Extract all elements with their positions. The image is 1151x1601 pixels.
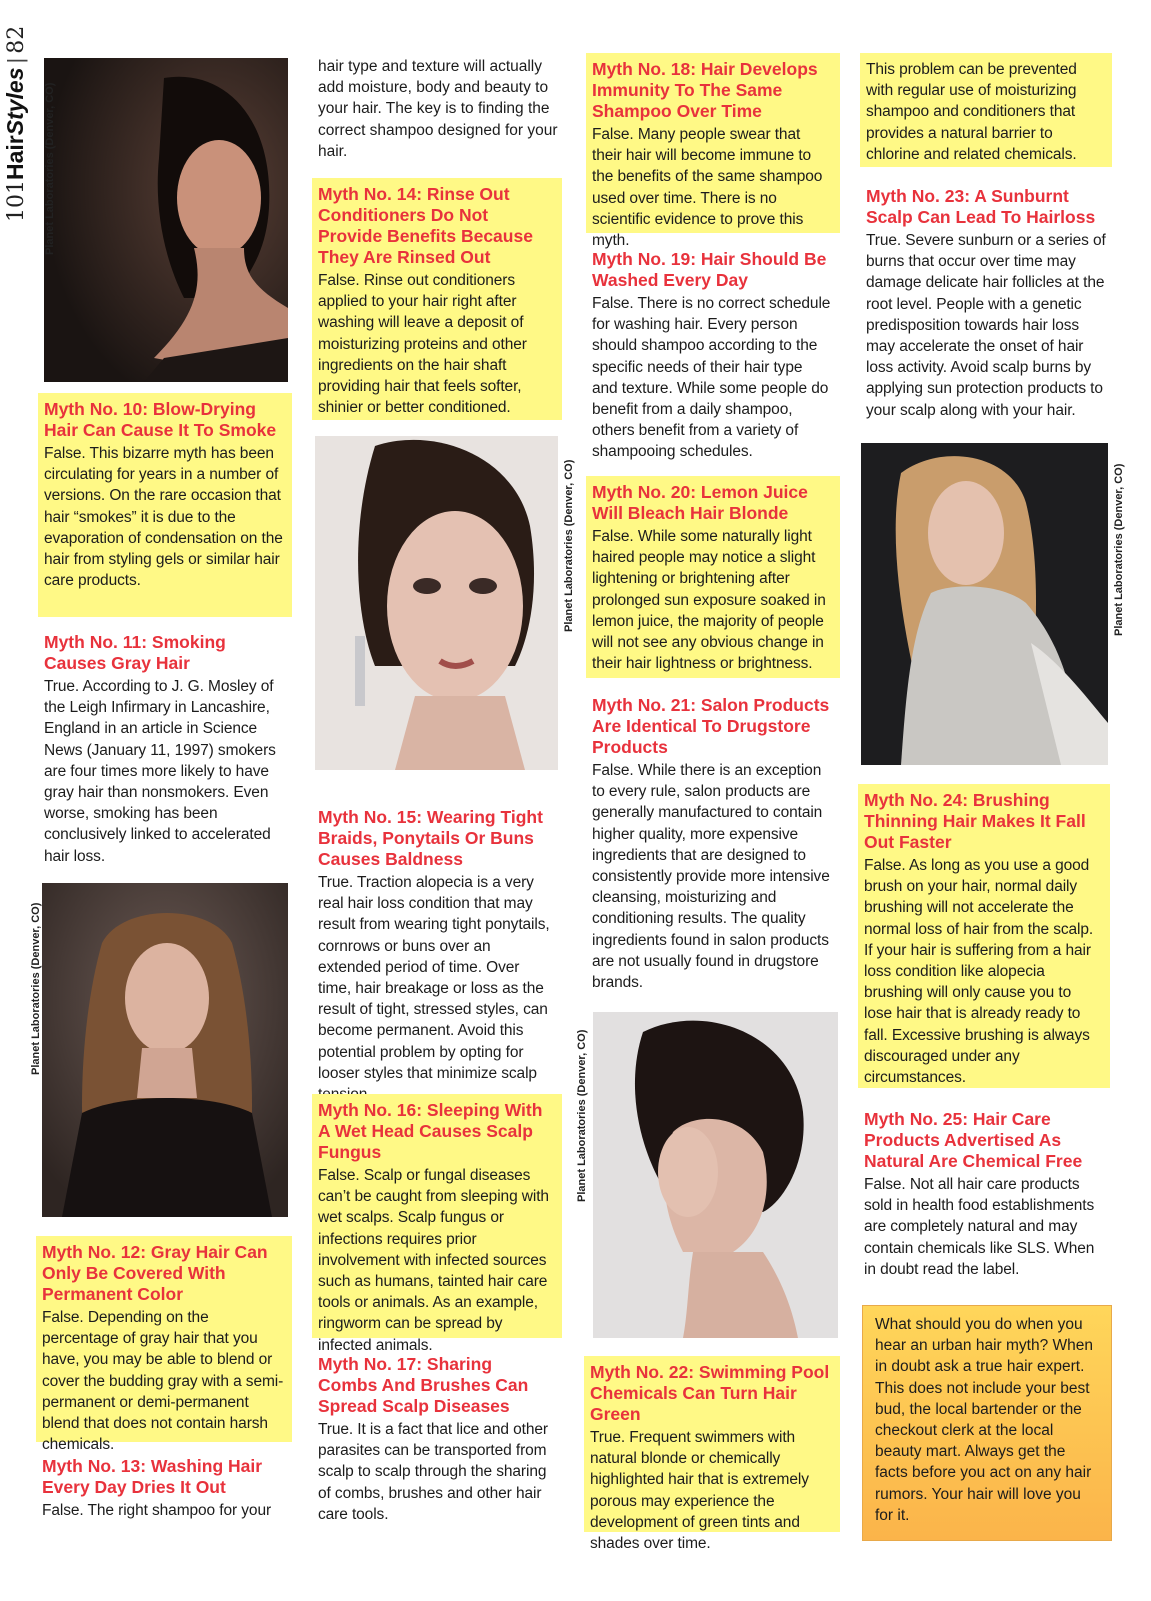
photo-model-1 xyxy=(44,58,288,382)
myth-17 xyxy=(312,1348,564,1528)
publication-prefix: 101 xyxy=(4,180,29,222)
myth-23 xyxy=(860,180,1116,420)
myth-23-title: Myth No. 23: A Sunburnt Scalp Can Lead To Hairloss xyxy=(866,186,1096,227)
photo-credit-1: Planet Laboratories (Denver, CO) xyxy=(44,82,56,255)
myth-21 xyxy=(586,689,840,995)
myth-14 xyxy=(312,178,562,420)
running-head-separator: | xyxy=(3,57,28,64)
myth-16-title: Myth No. 16: Sleeping With A Wet Head Causes Scalp Fungus xyxy=(318,1100,543,1162)
myth-22-title: Myth No. 22: Swimming Pool Chemicals Can Turn Hair Green xyxy=(590,1362,830,1424)
myth-24 xyxy=(858,784,1110,1088)
publication-title: HairStyles xyxy=(2,67,28,180)
myth-13-continued: hair type and texture will actually add moisture, body and beauty to your hair. The key is to finding the correct shampoo designed for your hair. xyxy=(318,58,558,160)
myth-19 xyxy=(586,243,840,465)
running-head xyxy=(2,22,40,222)
myth-16 xyxy=(312,1094,562,1354)
myth-12-title: Myth No. 12: Gray Hair Can Only Be Covered With Permanent Color xyxy=(42,1242,268,1304)
photo-credit-2: Planet Laboratories (Denver, CO) xyxy=(30,902,42,1075)
photo-model-4 xyxy=(593,1012,838,1338)
myth-15-title: Myth No. 15: Wearing Tight Braids, Ponytails Or Buns Causes Baldness xyxy=(318,807,543,869)
myth-14-body: False. Rinse out conditioners applied to your hair right after washing will leave a deposit of moisturizing proteins and other ingredients on the hair shaft providing hair that feels softer, shinier or better conditioned. xyxy=(318,272,527,417)
myth-18-body: False. Many people swear that their hair will become immune to the benefits of the same shampoo used over time. There is no scientific evidence to prove this myth. xyxy=(592,126,823,250)
myth-11-body: True. According to J. G. Mosley of the Leigh Infirmary in Lancashire, England in an article in Science News (January 11, 1997) smokers are four times more likely to have gray hair than nonsmokers. Even worse, smoking has been conclusively linked to accelerated hair loss. xyxy=(44,678,276,865)
myth-19-body: False. There is no correct schedule for washing hair. Every person should shampoo according to the specific needs of their hair type and texture. While some people do benefit from a daily shampoo, others benefit from a variety of shampooing schedules. xyxy=(592,295,831,461)
myth-22-body: True. Frequent swimmers with natural blonde or chemically highlighted hair that is extremely porous may experience the development of green tints and shades over time. xyxy=(590,1429,809,1553)
myth-20-body: False. While some naturally light haired people may notice a slight lightening or brightening after prolonged sun exposure soaked in lemon juice, the majority of people will not see any obvious change in their hair lightness or brightness. xyxy=(592,528,826,673)
myth-23-body: True. Severe sunburn or a series of burns that occur over time may damage delicate hair follicles at the root level. People with a genetic predisposition towards hair loss may accelerate the onset of hair loss activity. Avoid scalp burns by applying sun protection products to your scalp along with your hair. xyxy=(866,232,1106,419)
myth-25-title: Myth No. 25: Hair Care Products Advertised As Natural Are Chemical Free xyxy=(864,1109,1083,1171)
myth-25-body: False. Not all hair care products sold in health food establishments are completely natural and may contain chemicals like SLS. When in doubt read the label. xyxy=(864,1176,1095,1278)
myth-17-body: True. It is a fact that lice and other parasites can be transported from scalp to scalp through the sharing of combs, brushes and other hair care tools. xyxy=(318,1421,548,1523)
photo-credit-5: Planet Laboratories (Denver, CO) xyxy=(1113,463,1125,636)
photo-model-2 xyxy=(42,883,288,1217)
photo-model-5 xyxy=(861,443,1108,765)
callout-text: What should you do when you hear an urban hair myth? When in doubt ask a true hair expert. This does not include your best bud, the local bartender or the checkout clerk at the local beauty mart. Always get the facts before you act on any hair rumors. Your hair will love you for it. xyxy=(875,1316,1093,1524)
myth-25 xyxy=(858,1103,1114,1287)
myth-21-body: False. While there is an exception to every rule, salon products are generally manufactured to contain higher quality, more expensive ingredients that are designed to consistently provide more intensive cleansing, moisturizing and conditioning results. The quality ingredients found in salon products are not usually found in drugstore brands. xyxy=(592,762,830,992)
photo-credit-4: Planet Laboratories (Denver, CO) xyxy=(576,1029,588,1202)
myth-13-body: False. The right shampoo for your xyxy=(42,1502,272,1519)
myth-16-body: False. Scalp or fungal diseases can’t be caught from sleeping with wet scalps. Scalp fungus or infections requires prior involvement with infected sources such as humans, tainted hair care tools or animals. As an example, ringworm can be spread by infected animals. xyxy=(318,1167,549,1354)
myth-20-title: Myth No. 20: Lemon Juice Will Bleach Hair Blonde xyxy=(592,482,808,523)
photo-model-3 xyxy=(315,436,558,770)
myth-18-title: Myth No. 18: Hair Develops Immunity To The Same Shampoo Over Time xyxy=(592,59,818,121)
myth-11-title: Myth No. 11: Smoking Causes Gray Hair xyxy=(44,632,226,673)
myth-19-title: Myth No. 19: Hair Should Be Washed Every Day xyxy=(592,249,827,290)
photo-credit-3: Planet Laboratories (Denver, CO) xyxy=(563,459,575,632)
myth-13-title: Myth No. 13: Washing Hair Every Day Dries It Out xyxy=(42,1456,263,1497)
myth-10 xyxy=(38,393,292,617)
myth-12 xyxy=(36,1236,292,1454)
myth-21-title: Myth No. 21: Salon Products Are Identical To Drugstore Products xyxy=(592,695,830,757)
page-number: 82 xyxy=(4,25,29,54)
myth-18 xyxy=(586,53,840,250)
urban-myth-callout xyxy=(862,1305,1112,1541)
myth-22-continued: This problem can be prevented with regular use of moisturizing shampoo and conditioners that provides a natural barrier to chlorine and related chemicals. xyxy=(866,61,1077,163)
myth-20 xyxy=(586,476,840,678)
myth-11 xyxy=(38,626,292,866)
myth-24-title: Myth No. 24: Brushing Thinning Hair Makes It Fall Out Faster xyxy=(864,790,1086,852)
myth-24-body: False. As long as you use a good brush on your hair, normal daily brushing will not accelerate the normal loss of hair from the scalp. If your hair is suffering from a hair loss condition like alopecia brushing will only cause you to lose hair that is already ready to fall. Excessive brushing is always discouraged under any circumstances. xyxy=(864,857,1094,1087)
myth-10-body: False. This bizarre myth has been circulating for years in a number of versions. On the rare occasion that hair “smokes” it is due to the evaporation of condensation on the hair from styling gels or similar hair care products. xyxy=(44,445,283,590)
myth-13 xyxy=(36,1450,292,1522)
myth-12-body: False. Depending on the percentage of gray hair that you have, you may be able to blend or cover the budding gray with a semi-permanent or demi-permanent blend that does not contain harsh chemicals. xyxy=(42,1309,284,1454)
myth-10-title: Myth No. 10: Blow-Drying Hair Can Cause It To Smoke xyxy=(44,399,277,440)
myth-15-body: True. Traction alopecia is a very real hair loss condition that may result from wearing tight ponytails, cornrows or buns over an extended period of time. Over time, hair breakage or loss as the result of tight, stressed styles, can become permanent. Avoid this potential problem by opting for looser styles that minimize scalp xyxy=(318,874,550,1082)
myth-22-continued-box xyxy=(860,53,1112,167)
myth-22 xyxy=(584,1356,840,1553)
myth-15 xyxy=(312,801,564,1082)
myth-17-title: Myth No. 17: Sharing Combs And Brushes Can Spread Scalp Diseases xyxy=(318,1354,529,1416)
myth-14-title: Myth No. 14: Rinse Out Conditioners Do Not Provide Benefits Because They Are Rinsed Out xyxy=(318,184,533,267)
